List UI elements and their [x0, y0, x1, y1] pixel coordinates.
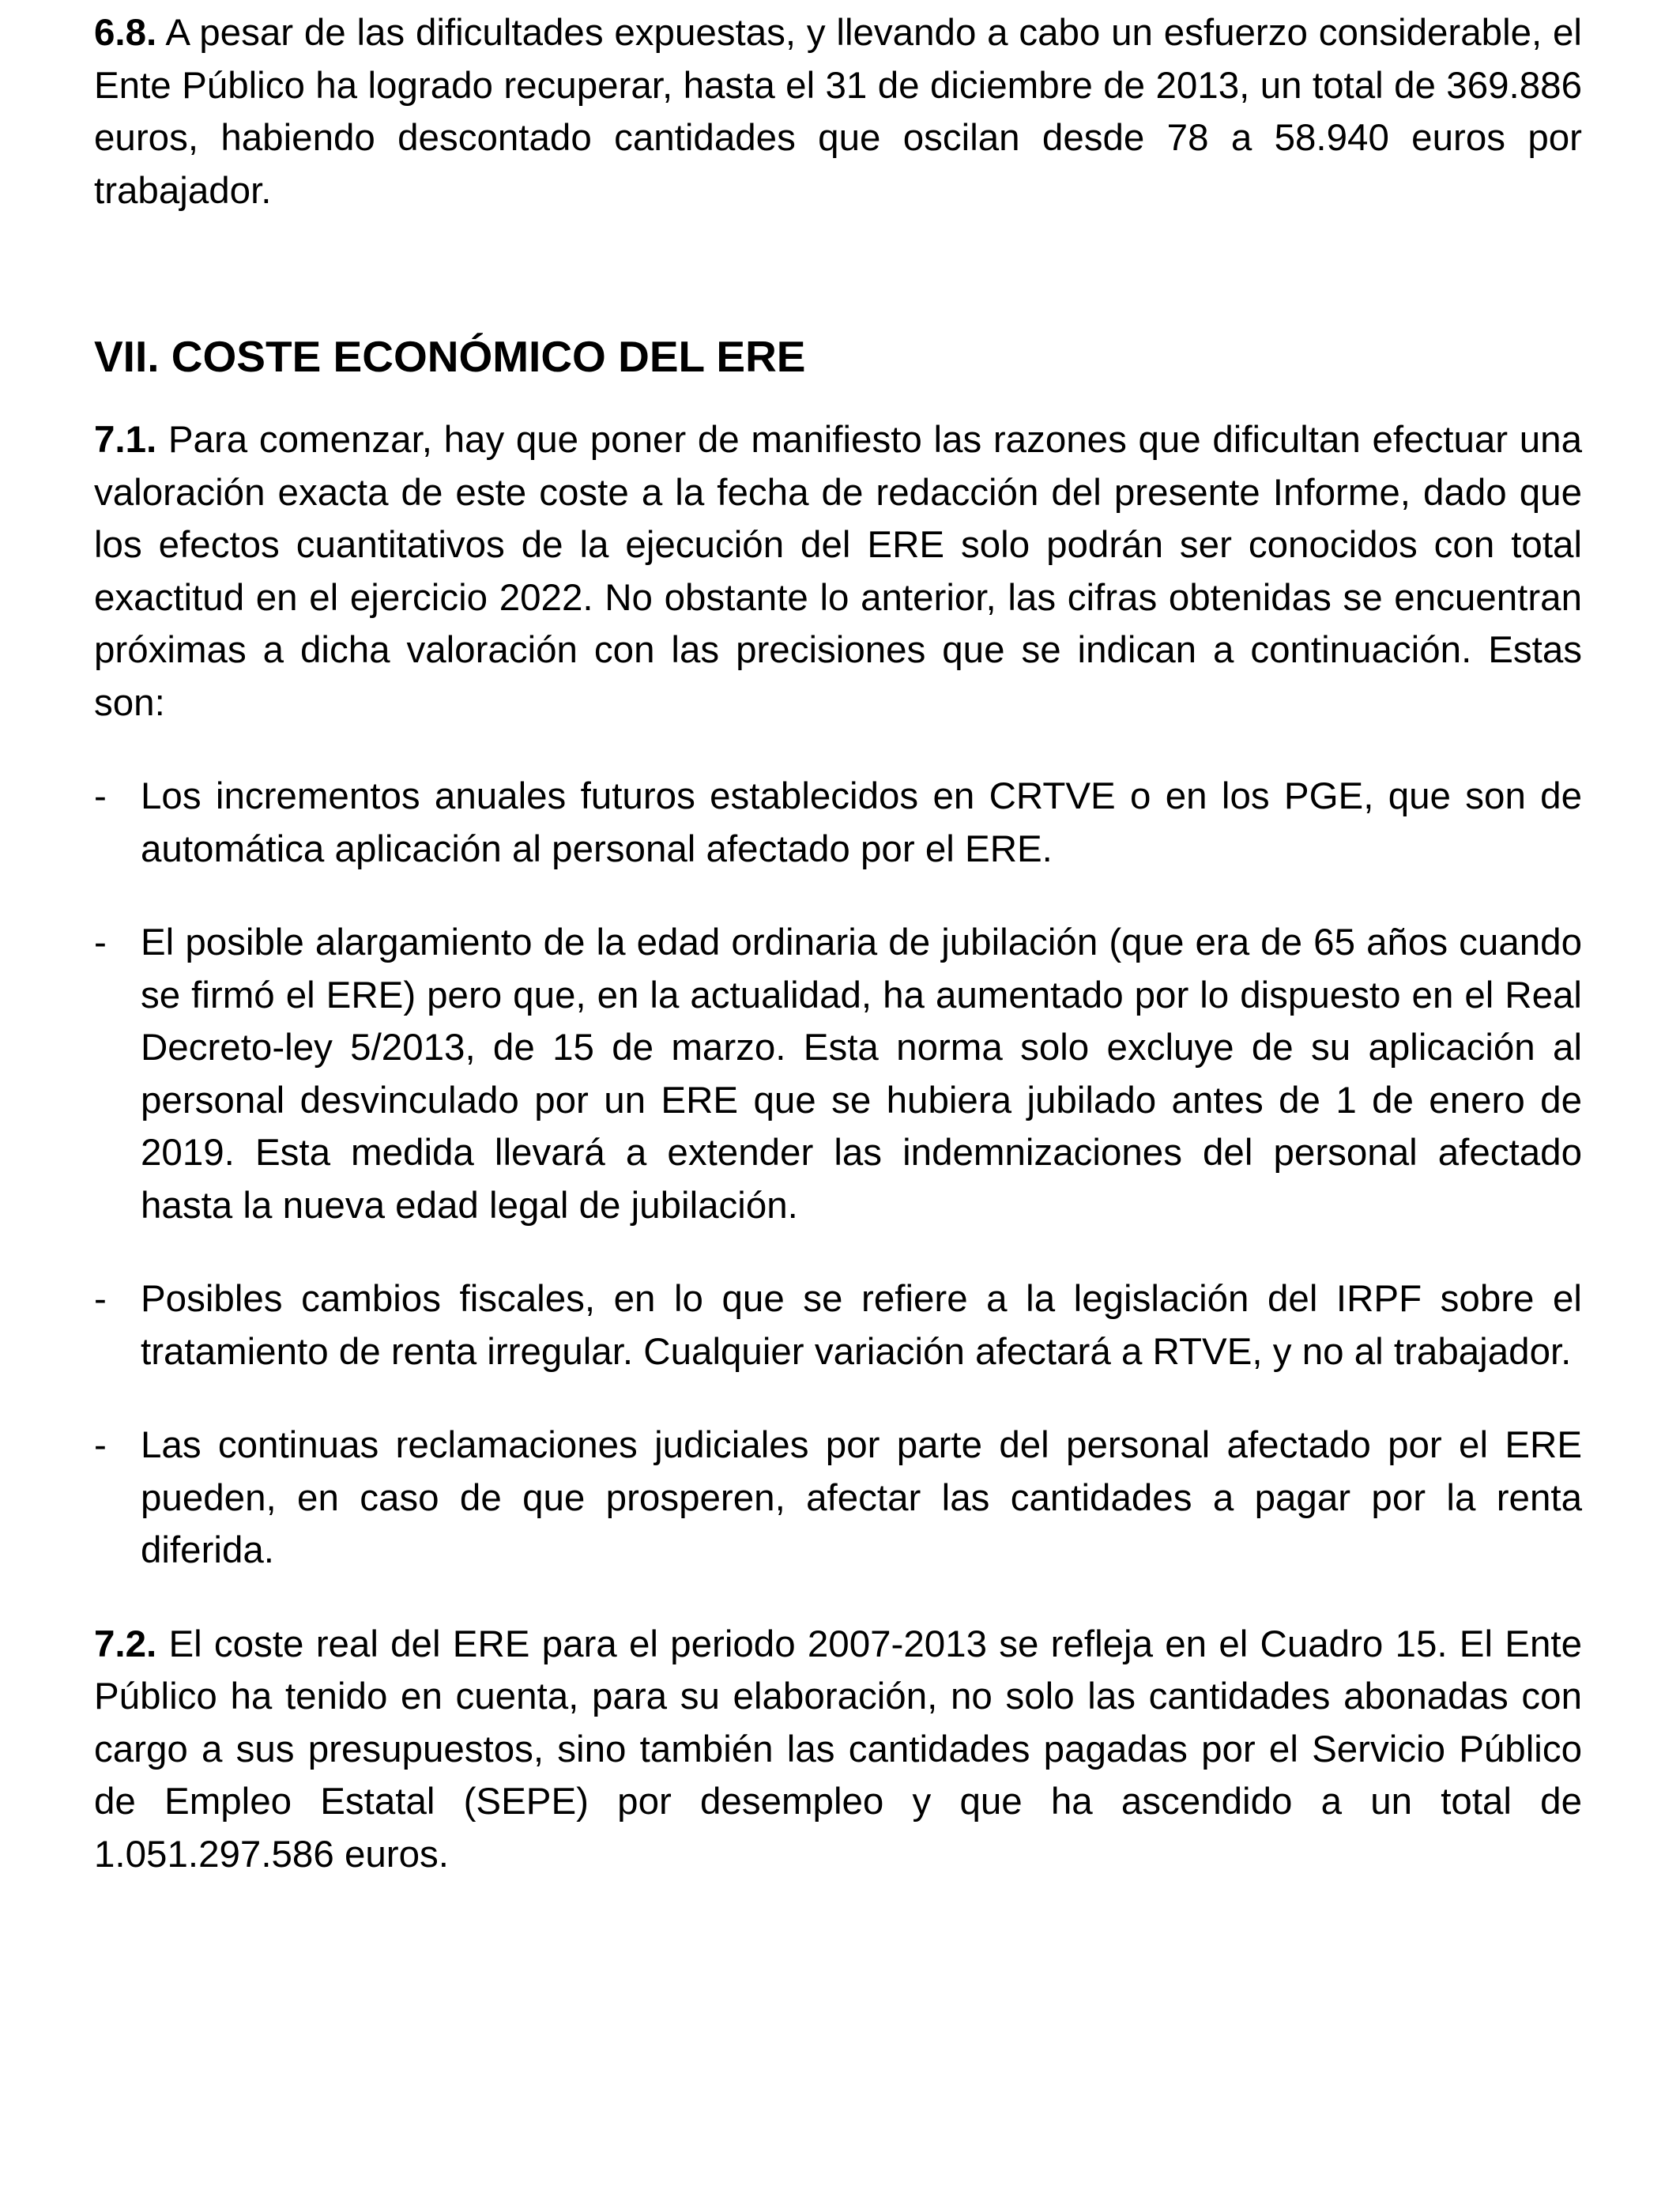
bullet-dash: -: [94, 922, 107, 963]
list-item-text: Los incrementos anuales futuros establecidos en CRTVE o en los PGE, que son de automática aplicación al personal afectado por el ERE.: [141, 775, 1582, 870]
list-item: [94, 917, 1582, 1232]
paragraph-text: El coste real del ERE para el periodo 2007-2013 se refleja en el Cuadro 15. El Ente Público ha tenido en cuenta, para su elaboración, no solo las cantidades abonadas con cargo a sus presupuestos, sino también las cantidades pagadas por el Servicio Público de Empleo Estatal (SEPE) por desempleo y que ha ascendido a un total de 1.051.297.586 euros.: [94, 1623, 1582, 1875]
bullet-list: [94, 771, 1582, 1578]
list-item: [94, 771, 1582, 876]
paragraph-number: 6.8.: [94, 12, 157, 54]
paragraph-6-8: [94, 7, 1582, 217]
document-page: [94, 0, 1582, 1881]
list-item-text: El posible alargamiento de la edad ordinaria de jubilación (que era de 65 años cuando se firmó el ERE) pero que, en la actualidad, ha aumentado por lo dispuesto en el Real Decreto-ley 5/2013, de 15 de marzo. Esta norma solo excluye de su aplicación al personal desvinculado por un ERE que se hubiera jubilado antes de 1 de enero de 2019. Esta medida llevará a extender las indemnizaciones del personal afectado hasta la nueva edad legal de jubilación.: [141, 922, 1582, 1227]
list-item-text: Posibles cambios fiscales, en lo que se refiere a la legislación del IRPF sobre el tratamiento de renta irregular. Cualquier variación afectará a RTVE, y no al trabajador.: [141, 1278, 1582, 1373]
paragraph-7-1: [94, 414, 1582, 729]
bullet-dash: -: [94, 1278, 107, 1320]
paragraph-7-2: [94, 1619, 1582, 1882]
paragraph-number: 7.2.: [94, 1623, 157, 1665]
list-item-text: Las continuas reclamaciones judiciales por parte del personal afectado por el ERE pueden, en caso de que prosperen, afectar las cantidades a pagar por la renta diferida.: [141, 1424, 1582, 1571]
paragraph-text: Para comenzar, hay que poner de manifiesto las razones que dificultan efectuar una valoración exacta de este coste a la fecha de redacción del presente Informe, dado que los efectos cuantitativos de la ejecución del ERE solo podrán ser conocidos con total exactitud en el ejercicio 2022. No obstante lo anterior, las cifras obtenidas se encuentran próximas a dicha valoración con las precisiones que se indican a continuación. Estas son:: [94, 419, 1582, 724]
list-item: [94, 1273, 1582, 1378]
bullet-dash: -: [94, 1424, 107, 1466]
section-heading: VII. COSTE ECONÓMICO DEL ERE: [94, 332, 806, 381]
paragraph-number: 7.1.: [94, 419, 157, 461]
paragraph-text: A pesar de las dificultades expuestas, y llevando a cabo un esfuerzo considerable, el Ente Público ha logrado recuperar, hasta el 31 de diciembre de 2013, un total de 369.886 euros, habiendo descontado cantidades que oscilan desde 78 a 58.940 euros por trabajador.: [94, 12, 1582, 212]
bullet-dash: -: [94, 775, 107, 817]
list-item: [94, 1419, 1582, 1578]
